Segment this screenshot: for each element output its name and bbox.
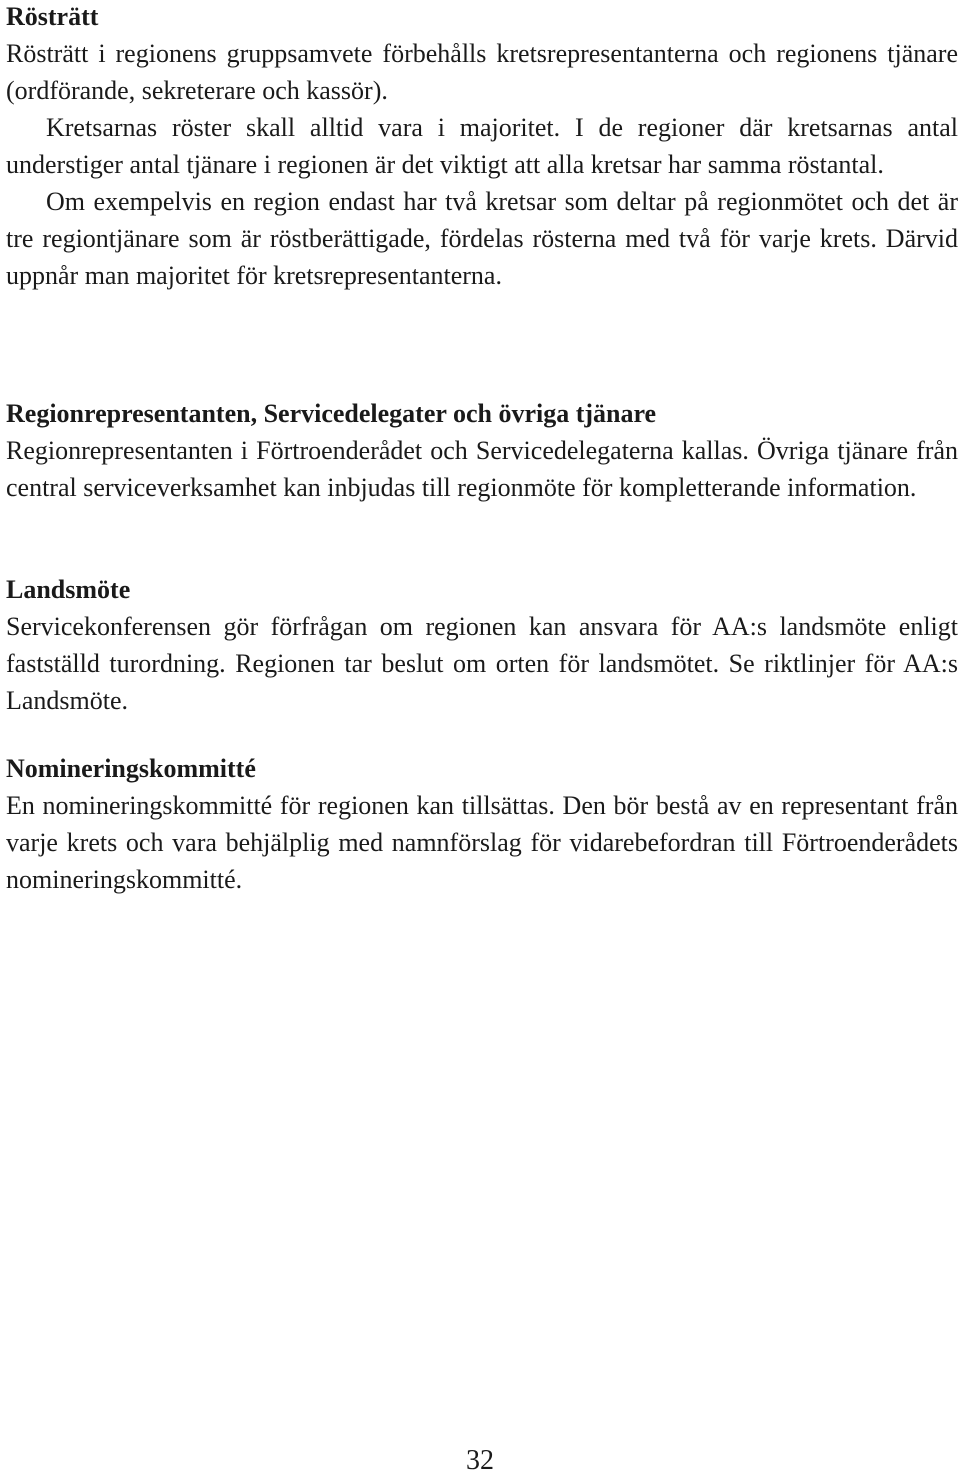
paragraph: Regionrepresentanten i Förtroenderådet och Servicedelegaterna kallas. Övriga tjänare från central serviceverksamhet kan inbjudas till regionmöte för kompletterande information. xyxy=(6,436,958,502)
paragraph: Servicekonferensen gör förfrågan om regionen kan ansvara för AA:s landsmöte enligt fastställd turordning. Regionen tar beslut om orten för landsmötet. Se riktlinjer för AA:s Landsmöte. xyxy=(6,612,958,715)
section-heading: Nomineringskommitté xyxy=(6,754,256,783)
section-rostratt xyxy=(6,0,958,294)
section-regionrepresentanten xyxy=(6,395,958,506)
section-heading: Rösträtt xyxy=(6,2,99,31)
section-heading: Landsmöte xyxy=(6,575,131,604)
paragraph: Rösträtt i regionens gruppsamvete förbehålls kretsrepresentanterna och regionens tjänare (ordförande, sekreterare och kassör). xyxy=(6,39,958,105)
section-landsmote xyxy=(6,571,958,719)
paragraph: Kretsarnas röster skall alltid vara i majoritet. I de regioner där kretsarnas antal understiger antal tjänare i regionen är det viktigt att alla kretsar har samma röstantal. xyxy=(6,113,958,179)
paragraph: En nomineringskommitté för regionen kan tillsättas. Den bör bestå av en representant från varje krets och vara behjälplig med namnförslag för vidarebefordran till Förtroenderådets nomineringskommitté. xyxy=(6,791,958,894)
section-nomineringskommitte xyxy=(6,750,958,898)
paragraph: Om exempelvis en region endast har två kretsar som deltar på regionmötet och det är tre regiontjänare som är röstberättigade, fördelas rösterna med två för varje krets. Därvid uppnår man majoritet för kretsrepresentanterna. xyxy=(6,187,958,290)
page-number: 32 xyxy=(466,1445,494,1476)
section-heading: Regionrepresentanten, Servicedelegater och övriga tjänare xyxy=(6,399,657,428)
